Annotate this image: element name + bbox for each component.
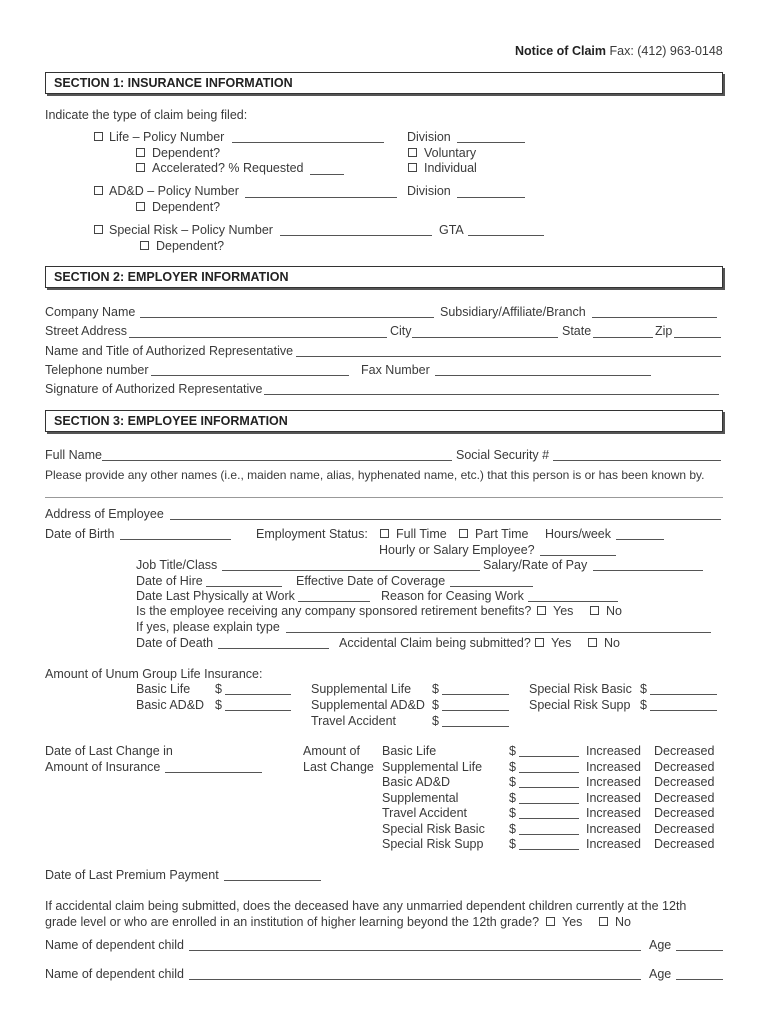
add-division-label: Division [407,184,451,198]
supp-add-field[interactable] [442,710,509,711]
date-death-field[interactable] [218,648,329,649]
voluntary-label: Voluntary [424,146,477,160]
change-item-label: Basic AD&D [382,775,451,789]
section-3-header: SECTION 3: EMPLOYEE INFORMATION [45,410,723,432]
dollar-sign: $ [509,744,516,758]
sr-supp-label: Special Risk Supp [529,698,631,712]
basic-add-field[interactable] [225,710,291,711]
subsidiary-field[interactable] [592,317,717,318]
part-time-label: Part Time [475,527,529,541]
date-hire-label: Date of Hire [136,574,203,588]
age-2-label: Age [649,967,672,981]
decreased-option[interactable]: Decreased [654,744,715,758]
company-name-field[interactable] [140,317,434,318]
last-change-label: Last Change [303,760,374,774]
effective-date-label: Effective Date of Coverage [296,574,446,588]
date-hire-field[interactable] [206,586,282,587]
add-division-field[interactable] [457,197,525,198]
subsidiary-label: Subsidiary/Affiliate/Branch [440,305,586,319]
hours-week-field[interactable] [616,539,664,540]
special-risk-label: Special Risk – Policy Number [109,223,273,237]
dollar-sign: $ [432,714,439,728]
sr-supp-field[interactable] [650,710,717,711]
percent-requested-field[interactable] [310,174,344,175]
last-work-label: Date Last Physically at Work [136,589,295,603]
supp-add-label: Supplemental AD&D [311,698,425,712]
notice-of-claim-header: Notice of Claim Fax: (412) 963-0148 [515,44,723,58]
accidental-claim-label: Accidental Claim being submitted? [339,636,531,650]
dependent-yes-label: Yes [562,915,583,929]
section-2-header: SECTION 2: EMPLOYER INFORMATION [45,266,723,288]
accidental-yes-label: Yes [551,636,572,650]
life-division-label: Division [407,130,451,144]
gta-label: GTA [439,223,464,237]
last-change-label-2: Amount of Insurance [45,760,161,774]
change-item-label: Special Risk Supp [382,837,484,851]
dependent-child-1-field[interactable] [189,950,641,951]
add-policy-field[interactable] [245,197,397,198]
special-risk-checkbox[interactable] [94,225,103,234]
life-label: Life – Policy Number [109,130,225,144]
increased-option[interactable]: Increased [586,790,641,805]
telephone-label: Telephone number [45,363,149,377]
add-label: AD&D – Policy Number [109,184,239,198]
other-names-label: Please provide any other names (i.e., maiden name, alias, hyphenated name, etc.) that this person is or has been known by. [45,468,705,482]
change-item-label: Supplemental [382,790,459,805]
claim-type-intro: Indicate the type of claim being filed: [45,108,248,122]
address-label: Address of Employee [45,507,164,521]
dollar-sign: $ [640,698,647,712]
dependent-child-1-label: Name of dependent child [45,938,184,952]
premium-field[interactable] [224,880,321,881]
retirement-label: Is the employee receiving any company sponsored retirement benefits? [136,604,532,618]
zip-field[interactable] [674,337,721,338]
full-time-checkbox[interactable] [380,529,389,538]
age-1-field[interactable] [676,950,723,951]
dependent-child-2-field[interactable] [189,979,641,980]
basic-life-label: Basic Life [136,682,191,696]
retirement-no-label: No [606,604,622,618]
dependent-no-label: No [615,915,631,929]
travel-field[interactable] [442,726,509,727]
change-amount-field[interactable] [519,834,579,835]
retirement-no-checkbox[interactable] [590,606,599,615]
life-policy-field[interactable] [232,142,384,143]
increased-option[interactable]: Increased [586,759,641,774]
change-amount-field[interactable] [519,787,579,788]
increased-option[interactable]: Increased [586,821,641,836]
accidental-no-label: No [604,636,620,650]
city-label: City [390,324,412,338]
dollar-sign: $ [509,837,516,851]
hourly-salary-label: Hourly or Salary Employee? [379,543,535,557]
retirement-yes-label: Yes [553,604,574,618]
street-address-label: Street Address [45,324,127,338]
increased-option[interactable]: Increased [586,806,641,820]
change-item-label: Special Risk Basic [382,821,485,836]
last-work-field[interactable] [298,601,370,602]
retirement-yes-checkbox[interactable] [537,606,546,615]
fax-number-label: Fax Number [361,363,430,377]
premium-label: Date of Last Premium Payment [45,868,219,882]
change-item-label: Supplemental Life [382,759,483,774]
auth-rep-field[interactable] [296,356,721,357]
employment-status-label: Employment Status: [256,527,368,541]
life-dependent-label: Dependent? [152,146,221,160]
last-change-label-1: Date of Last Change in [45,744,173,758]
supp-life-field[interactable] [442,694,509,695]
change-amount-field[interactable] [519,849,579,850]
accelerated-label: Accelerated? % Requested [152,161,304,175]
add-checkbox[interactable] [94,186,103,195]
reason-field[interactable] [528,601,618,602]
decreased-option[interactable]: Decreased [654,806,715,820]
city-field[interactable] [412,337,558,338]
decreased-option[interactable]: Decreased [654,837,715,851]
reason-label: Reason for Ceasing Work [381,589,524,603]
dollar-sign: $ [509,821,516,836]
life-division-field[interactable] [457,142,525,143]
explain-label: If yes, please explain type [136,620,280,634]
date-death-label: Date of Death [136,636,214,650]
sr-basic-field[interactable] [650,694,717,695]
full-name-label: Full Name [45,448,102,462]
part-time-checkbox[interactable] [459,529,468,538]
age-2-field[interactable] [676,979,723,980]
dollar-sign: $ [509,759,516,774]
state-label: State [562,324,592,338]
life-checkbox[interactable] [94,132,103,141]
change-amount-field[interactable] [519,756,579,757]
ssn-field[interactable] [553,460,721,461]
decreased-option[interactable]: Decreased [654,821,715,836]
section-1-header: SECTION 1: INSURANCE INFORMATION [45,72,723,94]
life-dependent-checkbox[interactable] [136,148,145,157]
dollar-sign: $ [215,698,222,712]
amount-title: Amount of Unum Group Life Insurance: [45,667,263,681]
zip-label: Zip [655,324,673,338]
decreased-option[interactable]: Decreased [654,775,715,789]
age-1-label: Age [649,938,672,952]
accelerated-checkbox[interactable] [136,163,145,172]
dependent-no-checkbox[interactable] [599,917,608,926]
special-dependent-label: Dependent? [156,239,225,253]
job-title-field[interactable] [222,570,480,571]
supp-life-label: Supplemental Life [311,682,412,696]
decreased-option[interactable]: Decreased [654,790,715,805]
company-name-label: Company Name [45,305,136,319]
individual-label: Individual [424,161,477,175]
job-title-label: Job Title/Class [136,558,218,572]
change-amount-field[interactable] [519,818,579,819]
auth-rep-label: Name and Title of Authorized Representative [45,344,294,358]
ssn-label: Social Security # [456,448,550,462]
dollar-sign: $ [509,790,516,805]
hours-week-label: Hours/week [545,527,611,541]
increased-option[interactable]: Increased [586,775,641,789]
street-address-field[interactable] [129,337,387,338]
other-names-field[interactable] [45,497,723,498]
explain-field[interactable] [286,632,711,633]
individual-checkbox[interactable] [408,163,417,172]
change-item-label: Basic Life [382,744,437,758]
accidental-yes-checkbox[interactable] [535,638,544,647]
fax-number-field[interactable] [435,375,651,376]
hourly-salary-field[interactable] [540,555,616,556]
special-dependent-checkbox[interactable] [140,241,149,250]
basic-life-field[interactable] [225,694,291,695]
signature-field[interactable] [264,394,719,395]
dependent-yes-checkbox[interactable] [546,917,555,926]
dependent-question-1: If accidental claim being submitted, does the deceased have any unmarried dependent children currently at the 12th [45,899,687,913]
full-time-label: Full Time [396,527,447,541]
dollar-sign: $ [509,775,516,789]
dollar-sign: $ [432,698,439,712]
add-dependent-checkbox[interactable] [136,202,145,211]
change-item-label: Travel Accident [382,806,467,820]
travel-label: Travel Accident [311,714,396,728]
dollar-sign: $ [640,682,647,696]
dollar-sign: $ [215,682,222,696]
last-change-date-field[interactable] [165,772,262,773]
change-amount-field[interactable] [519,772,579,773]
dollar-sign: $ [509,806,516,820]
dob-label: Date of Birth [45,527,115,541]
state-field[interactable] [593,337,653,338]
address-field[interactable] [170,519,721,520]
dollar-sign: $ [432,682,439,696]
increased-option[interactable]: Increased [586,837,641,851]
decreased-option[interactable]: Decreased [654,759,715,774]
increased-option[interactable]: Increased [586,744,641,758]
amount-of-label: Amount of [303,744,360,758]
accidental-no-checkbox[interactable] [588,638,597,647]
telephone-field[interactable] [151,375,349,376]
dependent-question-2: grade level or who are enrolled in an institution of higher learning beyond the 12th grade? [45,915,540,929]
full-name-field[interactable] [102,460,452,461]
basic-add-label: Basic AD&D [136,698,205,712]
change-amount-field[interactable] [519,803,579,804]
dob-field[interactable] [120,539,231,540]
voluntary-checkbox[interactable] [408,148,417,157]
salary-rate-label: Salary/Rate of Pay [483,558,588,572]
sr-basic-label: Special Risk Basic [529,682,632,696]
dependent-child-2-label: Name of dependent child [45,967,184,981]
add-dependent-label: Dependent? [152,200,221,214]
signature-label: Signature of Authorized Representative [45,382,263,396]
salary-rate-field[interactable] [593,570,703,571]
effective-date-field[interactable] [450,586,533,587]
special-risk-policy-field[interactable] [280,235,432,236]
gta-field[interactable] [468,235,544,236]
